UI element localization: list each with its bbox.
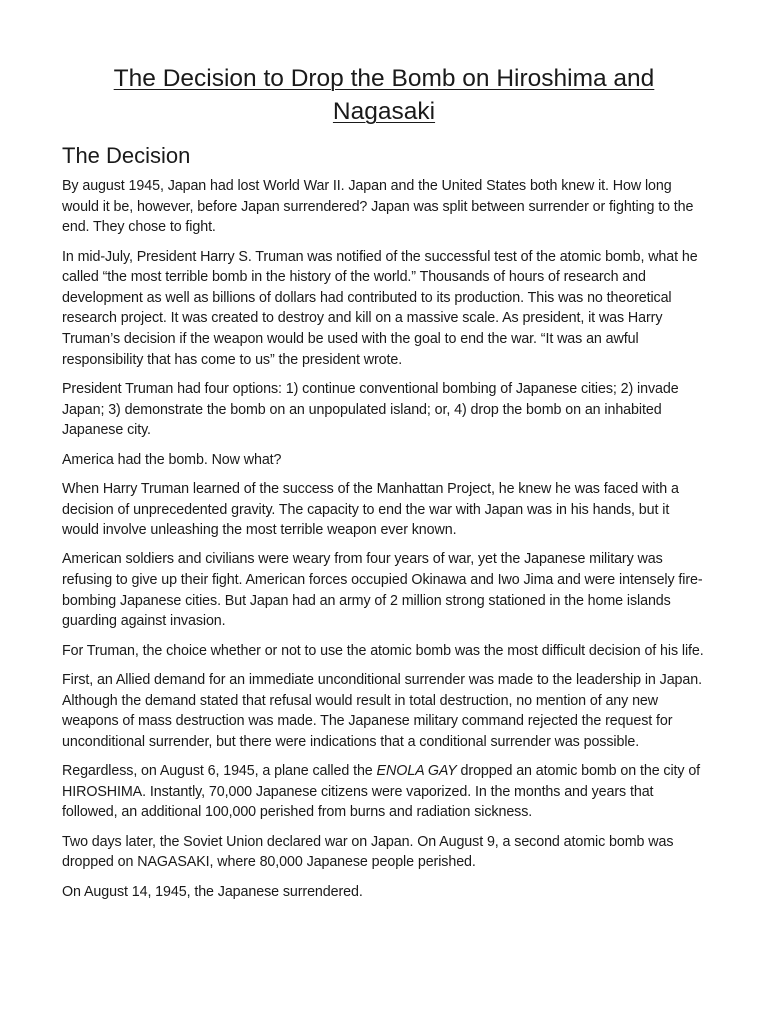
paragraph-enola-gay — [62, 761, 706, 823]
paragraph: First, an Allied demand for an immediate unconditional surrender was made to the leadership in Japan. Although the demand stated that refusal would result in total destruction, no mention of any new weapons of mass destruction was made. The Japanese military command rejected the request for unconditional surrender, but there were indications that a conditional surrender was possible. — [62, 672, 702, 750]
paragraph: America had the bomb. Now what? — [62, 451, 282, 468]
paragraph: In mid-July, President Harry S. Truman was notified of the successful test of the atomic bomb, what he called “the most terrible bomb in the history of the world.” Thousands of hours of research and development as well as billions of dollars had contributed to its production. This was no theoretical research project. It was created to destroy and kill on a massive scale. As president, it was Harry Truman’s decision if the weapon would be used with the goal to end the war. “It was an awful responsibility that has come to us” the president wrote. — [62, 248, 698, 368]
section-heading: The Decision — [62, 143, 191, 168]
paragraph: On August 14, 1945, the Japanese surrendered. — [62, 883, 363, 900]
paragraph: Two days later, the Soviet Union declared war on Japan. On August 9, a second atomic bomb was dropped on NAGASAKI, where 80,000 Japanese people perished. — [62, 833, 674, 871]
paragraph: American soldiers and civilians were weary from four years of war, yet the Japanese military was refusing to give up their fight. American forces occupied Okinawa and Iwo Jima and were intensely fire-bombing Japanese cities. But Japan had an army of 2 million strong stationed in the home islands guarding against invasion. — [62, 551, 703, 630]
paragraph: When Harry Truman learned of the success of the Manhattan Project, he knew he was faced with a decision of unprecedented gravity. The capacity to end the war with Japan was in his hands, but it would involve unleashing the most terrible weapon ever known. — [62, 480, 679, 539]
document-title: The Decision to Drop the Bomb on Hiroshima and Nagasaki — [113, 65, 655, 125]
paragraph: For Truman, the choice whether or not to use the atomic bomb was the most difficult decision of his life. — [62, 642, 704, 659]
paragraph-text: Regardless, on August 6, 1945, a plane called the — [62, 763, 377, 780]
paragraph: By august 1945, Japan had lost World War II. Japan and the United States both knew it. How long would it be, however, before Japan surrendered? Japan was split between surrender or fighting to the end. They chose to fight. — [62, 178, 694, 236]
paragraph-text: dropped an atomic bomb on the city of HIROSHIMA. Instantly, 70,000 Japanese citizens were vaporized. In the months and years that followed, an additional 100,000 perished from burns and radiation sickness. — [62, 763, 701, 821]
paragraph: President Truman had four options: 1) continue conventional bombing of Japanese cities; 2) invade Japan; 3) demonstrate the bomb on an unpopulated island; or, 4) drop the bomb on an inhabited Japanese city. — [62, 380, 679, 439]
plane-name: ENOLA GAY — [376, 763, 457, 780]
